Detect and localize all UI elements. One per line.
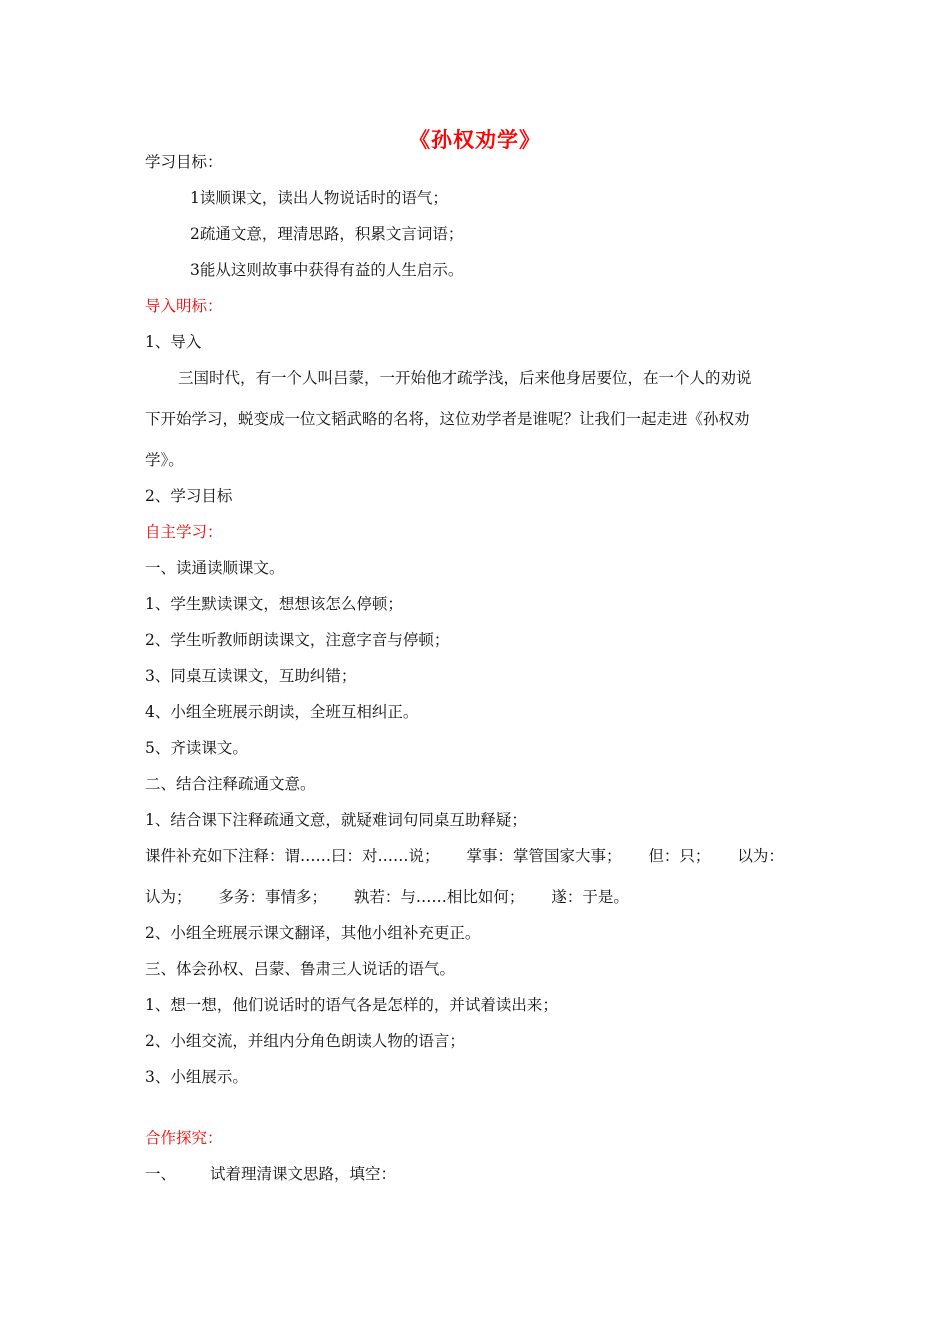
intro-step-2: 2、学习目标 [145, 487, 233, 505]
cooperation-heading: 合作探究： [145, 1129, 223, 1147]
gloss-sui: 遂：于是。 [551, 888, 629, 906]
intro-paragraph-line-1: 三国时代，有一个人叫吕蒙，一开始他才疏学浅，后来他身居要位，在一个人的劝说 [178, 369, 752, 387]
intro-paragraph-line-2: 下开始学习，蜕变成一位文韬武略的名将，这位劝学者是谁呢？让我们一起走进《孙权劝 [145, 410, 750, 428]
part3-item-2: 2、小组交流，并组内分角色朗读人物的语言； [145, 1032, 465, 1050]
part2-title: 二、结合注释疏通文意。 [145, 775, 316, 793]
gloss-dan: 但：只； [648, 847, 711, 865]
gloss-line-1 [145, 846, 784, 866]
cooperation-item-1-text: 试着理清课文思路，填空： [210, 1165, 397, 1183]
part1-item-5: 5、齐读课文。 [145, 739, 248, 757]
objective-item-1: 1读顺课文，读出人物说话时的语气； [190, 189, 448, 207]
gloss-zhang-shi: 掌事：掌管国家大事； [466, 847, 622, 865]
intro-heading: 导入明标： [145, 297, 223, 315]
gloss-line-2 [145, 887, 629, 907]
part1-item-2: 2、学生听教师朗读课文，注意字音与停顿； [145, 631, 450, 649]
part3-title: 三、体会孙权、吕蒙、鲁肃三人说话的语气。 [145, 960, 456, 978]
gloss-wei-yue: 课件补充如下注释：谓……曰：对……说； [145, 847, 440, 865]
objectives-label: 学习目标： [145, 153, 223, 171]
intro-step-1: 1、导入 [145, 333, 202, 351]
self-study-heading: 自主学习： [145, 523, 223, 541]
gloss-ren-wei: 认为； [145, 888, 192, 906]
intro-paragraph-line-3: 学》。 [145, 451, 184, 469]
gloss-yi-wei: 以为： [737, 847, 784, 865]
part3-item-1: 1、想一想，他们说话时的语气各是怎样的，并试着读出来； [145, 996, 558, 1014]
part1-item-1: 1、学生默读课文，想想该怎么停顿； [145, 595, 403, 613]
document-title: 《孙权劝学》 [409, 127, 541, 152]
objective-item-2: 2疏通文意，理清思路，积累文言词语； [190, 225, 464, 243]
part1-item-4: 4、小组全班展示朗读，全班互相纠正。 [145, 703, 419, 721]
gloss-duo-wu: 多务：事情多； [218, 888, 327, 906]
objective-item-3: 3能从这则故事中获得有益的人生启示。 [190, 261, 464, 279]
cooperation-item-1 [145, 1164, 396, 1184]
part3-item-3: 3、小组展示。 [145, 1068, 248, 1086]
gloss-shu-ruo: 孰若：与……相比如何； [353, 888, 525, 906]
part2-item-2: 2、小组全班展示课文翻译，其他小组补充更正。 [145, 924, 481, 942]
part1-item-3: 3、同桌互读课文，互助纠错； [145, 667, 357, 685]
cooperation-item-1-number: 一、 [145, 1165, 177, 1183]
part2-item-1: 1、结合课下注释疏通文意，就疑难词句同桌互助释疑； [145, 811, 527, 829]
part1-title: 一、读通读顺课文。 [145, 559, 285, 577]
